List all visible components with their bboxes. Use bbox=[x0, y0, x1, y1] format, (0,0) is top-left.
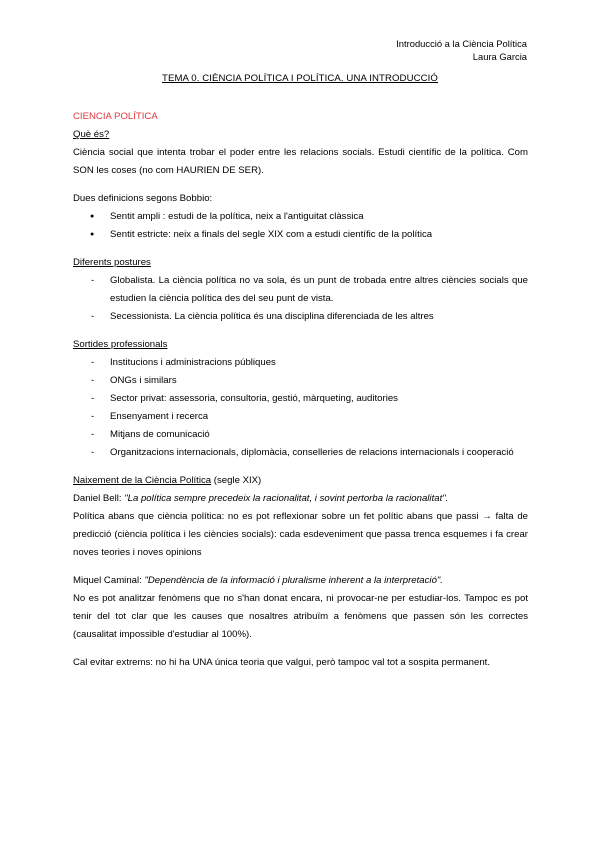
naixement-heading-suffix: (segle XIX) bbox=[211, 475, 262, 486]
bell-name: Daniel Bell: bbox=[73, 493, 125, 504]
bell-quote-line bbox=[73, 490, 528, 508]
list-item: - Sector privat: assessoria, consultoria, gestió, màrqueting, auditories bbox=[73, 390, 528, 408]
que-es-heading: Què és? bbox=[73, 129, 110, 140]
caminal-text: No es pot analitzar fenòmens que no s'han donat encara, ni provocar-ne per estudiar-los. Tampoc es pot tenir del tot clar que les causes que nosaltres atribuïm a fenòmens que passen són les correctes (causalitat impossible d'estudiar al 100%). bbox=[73, 593, 528, 640]
list-item: ● Sentit ampli : estudi de la política, neix a l'antiguitat clàssica bbox=[73, 208, 528, 226]
page-header bbox=[396, 37, 527, 63]
list-item: - Organitzacions internacionals, diplomàcia, conselleries de relacions internacionals i cooperació bbox=[73, 444, 528, 462]
postures-list bbox=[73, 272, 528, 326]
naixement-heading-line bbox=[73, 472, 528, 490]
sortides-list bbox=[73, 354, 528, 462]
naixement-heading: Naixement de la Ciència Política bbox=[73, 475, 212, 486]
caminal-quote-line bbox=[73, 572, 528, 590]
list-item: - Ensenyament i recerca bbox=[73, 408, 528, 426]
que-es-text: Ciència social que intenta trobar el poder entre les relacions socials. Estudi científic de la política. Com SON les coses (no com HAURIEN DE SER). bbox=[73, 147, 528, 176]
list-item: - Mitjans de comunicació bbox=[73, 426, 528, 444]
caminal-quote: "Dependència de la informació i pluralisme inherent a la interpretació". bbox=[144, 575, 443, 586]
bell-quote: "La política sempre precedeix la racionalitat, i sovint pertorba la racionalitat". bbox=[124, 493, 449, 504]
caminal-name: Miquel Caminal: bbox=[73, 575, 145, 586]
list-item: - Secessionista. La ciència política és una disciplina diferenciada de les altres bbox=[73, 308, 528, 326]
header-author: Laura Garcia bbox=[472, 51, 527, 62]
postures-heading: Diferents postures bbox=[73, 257, 151, 268]
sortides-heading: Sortides professionals bbox=[73, 339, 168, 350]
conclusion-text: Cal evitar extrems: no hi ha UNA única teoria que valgui, però tampoc val tot a sospita permanent. bbox=[73, 657, 491, 668]
list-item: - Institucions i administracions públiques bbox=[73, 354, 528, 372]
list-item: ● Sentit estricte: neix a finals del segle XIX com a estudi científic de la política bbox=[73, 226, 528, 244]
document-title: TEMA 0. CIÈNCIA POLÍTICA I POLÍTICA. UNA INTRODUCCIÓ bbox=[161, 73, 438, 84]
document-body bbox=[73, 108, 528, 672]
section-title: CIENCIA POLÍTICA bbox=[73, 111, 158, 122]
bell-text: Política abans que ciència política: no es pot reflexionar sobre un fet polític abans que passi → falta de predicció (ciència política i les ciències socials): cada esdeveniment que passa trenca esquemes i fa crear noves teories i noves opinions bbox=[73, 511, 528, 558]
header-course: Introducció a la Ciència Política bbox=[396, 38, 527, 49]
bobbio-intro: Dues definicions segons Bobbio: bbox=[73, 193, 213, 204]
bobbio-list bbox=[73, 208, 528, 244]
list-item: - ONGs i similars bbox=[73, 372, 528, 390]
list-item: - Globalista. La ciència política no va sola, és un punt de trobada entre altres ciències socials que estudien la ciència política des del seu punt de vista. bbox=[73, 272, 528, 308]
